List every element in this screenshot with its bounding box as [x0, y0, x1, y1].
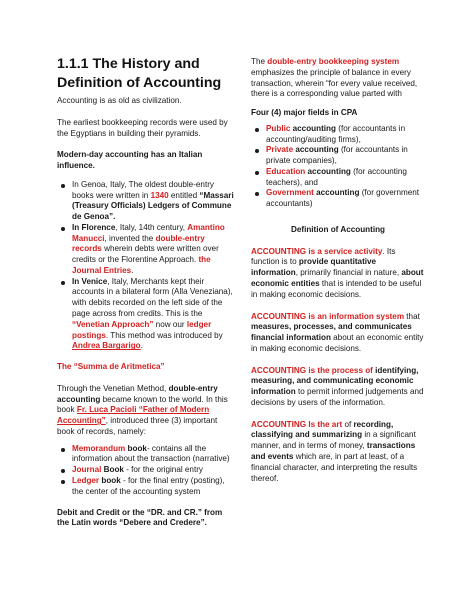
def2-text: that: [404, 311, 420, 321]
def4-text-2: in a significant manner, and in terms of money,: [251, 430, 416, 451]
def4-lead: ACCOUNTING Is the art: [251, 419, 343, 429]
bullet-icon: [61, 227, 65, 231]
andrea-bargarigo: Andrea Bargarigo: [72, 341, 141, 351]
def4-text: of: [342, 419, 354, 429]
florence-journal-entries: the Journal Entries: [72, 255, 211, 275]
list-item-public: [251, 124, 425, 146]
def1-lead: ACCOUNTING is a service activity: [251, 246, 383, 256]
bullet-icon: [61, 448, 65, 452]
double-entry-system: double-entry bookkeeping system: [267, 57, 400, 66]
section-heading: 1.1.1 The History and Definition of Accounting: [57, 56, 222, 92]
bullet-icon: [61, 480, 65, 484]
list-item-ledger: [57, 476, 235, 498]
ledger-postings: ledger postings: [72, 319, 212, 340]
debit-credit-paragraph: Debit and Credit or the “DR. and CR.” from the Latin words “Debere and Credere”.: [57, 507, 223, 528]
florence-label: In Florence: [72, 222, 116, 232]
summa-heading: The “Summa de Aritmetica”: [57, 362, 165, 372]
def3-lead: ACCOUNTING is the process of: [251, 365, 376, 375]
venice-text-2: now our: [153, 319, 187, 329]
bullet-icon: [255, 171, 259, 175]
book-word: book: [99, 475, 121, 485]
def3-text: to permit informed judgements and decisions by users of the information.: [251, 387, 424, 407]
field-word: accounting: [313, 188, 360, 198]
florence-period: .: [131, 265, 134, 275]
def2-bold: measures, processes, and communicates financial information: [251, 322, 412, 343]
field-word: accounting: [290, 123, 336, 133]
bullet-icon: [61, 184, 65, 188]
list-item-government: [251, 188, 425, 210]
books-list: [57, 444, 235, 498]
list-item-memorandum: [57, 444, 235, 466]
field-word: accounting: [293, 145, 339, 155]
summa-text-3: , introduced three (3) important book of records, namely:: [57, 416, 218, 436]
intro-paragraph: Accounting is as old as civilization.: [57, 96, 182, 105]
list-item-private: [251, 145, 425, 167]
def3-bold: identifying, measuring, and communicating economic information: [251, 365, 419, 397]
florence-double-entry: double-entry records: [72, 233, 205, 254]
def1-text-2: , primarily financial in nature,: [295, 268, 402, 278]
field-word: accounting: [305, 166, 351, 176]
florence-text-2: , invented the: [104, 233, 156, 243]
def1-bold-2: about economic entities: [251, 268, 424, 289]
field-name: Public: [266, 123, 291, 133]
italy-list: [57, 180, 235, 352]
def4-bold: recording, classifying and summarizing: [251, 419, 394, 440]
intro-text: The: [251, 57, 268, 66]
def2-lead: ACCOUNTING is an information system: [251, 311, 405, 321]
florence-text: , Italy, 14th century,: [115, 222, 188, 232]
bullet-icon: [255, 128, 259, 132]
genoa-ledger-title: “Massari (Treasury Officials) Ledgers of Commune de Genoa”.: [72, 190, 234, 222]
def1-text-3: that is intended to be useful in making economic decisions.: [251, 279, 422, 299]
fields-heading: Four (4) major fields in CPA: [251, 108, 358, 118]
summa-text-2: became known to the world. In this book: [57, 394, 228, 415]
def4-text-3: which are, in part at least, of a financial character, and interpreting the results thereof.: [251, 451, 418, 483]
genoa-text: In Genoa, Italy, The oldest double-entry books were written in: [72, 179, 214, 200]
definition-service-activity: [251, 247, 425, 301]
list-item-florence: [57, 223, 235, 277]
genoa-text-2: entitled: [168, 190, 200, 200]
list-item-genoa: [57, 180, 235, 223]
field-description: (for accountants in private companies),: [266, 145, 408, 166]
summa-double-entry: double-entry accounting: [57, 383, 218, 404]
intro-text-2: emphasizes the principle of balance in every transaction, wherein “for every value received, there is a corresponding value parted with: [251, 67, 418, 99]
field-description: (for accounting teachers), and: [266, 166, 407, 187]
venice-text-3: . This method was introduced by: [105, 330, 223, 340]
definition-art: [251, 420, 425, 485]
definition-information-system: [251, 312, 425, 355]
field-name: Government: [266, 188, 314, 198]
def4-bold-2: transactions and events: [251, 441, 416, 461]
summa-paragraph: [57, 384, 235, 438]
egyptians-paragraph: The earliest bookkeeping records were used by the Egyptians in building their pyramids.: [57, 117, 228, 138]
book-name: Ledger: [72, 475, 100, 485]
pacioli-name: Fr. Luca Pacioli “Father of Modern Accounting”: [57, 405, 210, 426]
venetian-approach: “Venetian Approach”: [72, 319, 154, 329]
def1-bold: provide quantitative information: [251, 257, 377, 278]
venice-text: , Italy, Merchants kept their accounts in a bilateral form (Alla Veneziana), with debits recorded on the left side of the page across from credits. This is the: [72, 276, 233, 319]
book-word: Book: [101, 465, 124, 475]
book-word: book: [125, 443, 147, 453]
bullet-icon: [61, 469, 65, 473]
list-item-venice: [57, 277, 235, 352]
def2-text-2: about an economic entity in making economic decisions.: [251, 333, 424, 353]
bullet-icon: [61, 281, 65, 285]
italian-influence-heading: Modern-day accounting has an Italian influence.: [57, 150, 203, 171]
field-name: Education: [266, 166, 306, 176]
summa-text: Through the Venetian Method,: [57, 383, 169, 393]
book-name: Journal: [72, 465, 102, 475]
field-description: (for accountants in accounting/auditing firms),: [266, 123, 406, 144]
bullet-icon: [255, 149, 259, 153]
genoa-year: 1340: [150, 190, 169, 200]
definition-heading: Definition of Accounting: [290, 224, 386, 234]
definition-process: [251, 366, 425, 409]
double-entry-paragraph: [251, 57, 425, 100]
book-description: - contains all the information about the transaction (narrative): [72, 443, 230, 464]
list-item-education: [251, 167, 425, 189]
book-description: - for the original entry: [123, 465, 203, 475]
field-description: (for government accountants): [266, 188, 420, 209]
book-description: - for the final entry (posting), the center of the accounting system: [72, 475, 225, 496]
field-name: Private: [266, 145, 294, 155]
fields-list: [251, 124, 425, 210]
venice-period: .: [140, 341, 143, 351]
florence-inventor: Amantino Manucci: [72, 222, 225, 243]
book-name: Memorandum: [72, 443, 126, 453]
bullet-icon: [255, 192, 259, 196]
def1-text: . Its function is to: [251, 246, 396, 267]
list-item-journal: [57, 465, 235, 476]
venice-label: In Venice: [72, 276, 108, 286]
florence-text-3: wherein debts were written over credits or the Florentine Approach.: [72, 244, 219, 265]
